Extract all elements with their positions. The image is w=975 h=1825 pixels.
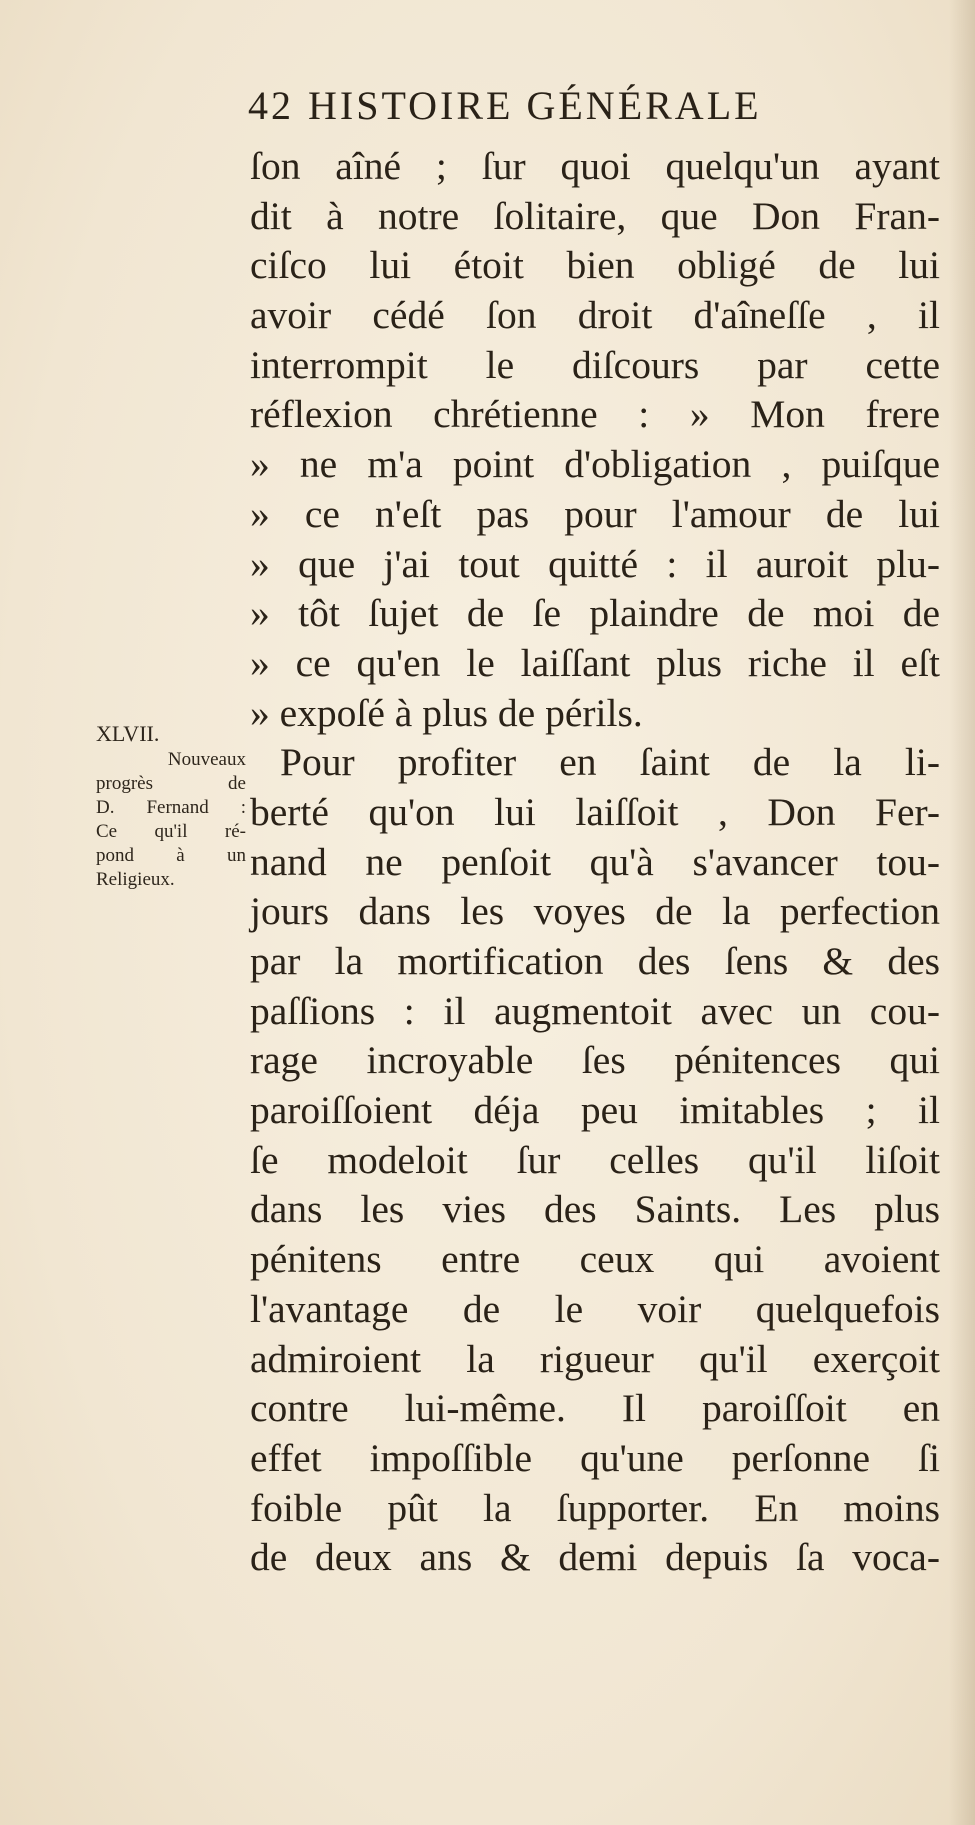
text-line: admiroient la rigueur qu'il exerçoit <box>250 1336 940 1381</box>
text-line: interrompit le diſcours par cette <box>250 342 940 387</box>
page-gutter-shadow <box>949 0 975 1825</box>
text-line: dit à notre ſolitaire, que Don Fran- <box>250 193 940 238</box>
text-line: paroiſſoient déja peu imitables ; il <box>250 1088 940 1133</box>
text-line: foible pût la ſupporter. En moins <box>250 1485 940 1530</box>
text-line: ſon aîné ; ſur quoi quelqu'un ayant <box>250 144 940 188</box>
text-line: » ne m'a point d'obligation , puiſque <box>250 442 940 487</box>
marginal-note-line: Ce qu'il ré- <box>96 821 246 842</box>
running-title: HISTOIRE GÉNÉRALE <box>308 83 762 128</box>
text-line: contre lui-même. Il paroiſſoit en <box>250 1386 940 1431</box>
text-line: par la mortification des ſens & des <box>250 939 940 983</box>
text-line: berté qu'on lui laiſſoit , Don Fer- <box>250 789 940 834</box>
text-line: effet impoſſible qu'une perſonne ſi <box>250 1435 940 1480</box>
marginal-note-line: D. Fernand : <box>96 797 246 818</box>
text-line: » ce n'eſt pas pour l'amour de lui <box>250 491 940 536</box>
text-line: réflexion chrétienne : » Mon frere <box>250 392 940 437</box>
text-line: ciſco lui étoit bien obligé de lui <box>250 243 940 288</box>
text-line: ſe modeloit ſur celles qu'il liſoit <box>250 1137 940 1182</box>
page-number: 42 <box>248 83 294 128</box>
marginal-note-line: pond à un <box>96 845 246 866</box>
marginal-note-line: progrès de <box>96 773 246 794</box>
text-line: » expoſé à plus de périls. <box>250 690 643 735</box>
text-line: nand ne penſoit qu'à s'avancer tou- <box>250 839 940 884</box>
text-line: de deux ans & demi depuis ſa voca- <box>250 1535 940 1580</box>
text-line: jours dans les voyes de la perfection <box>250 889 940 934</box>
text-line: l'avantage de le voir quelquefois <box>250 1286 940 1331</box>
marginal-note-line: Nouveaux <box>167 749 246 770</box>
text-line: pénitens entre ceux qui avoient <box>250 1237 940 1282</box>
text-line: rage incroyable ſes pénitences qui <box>250 1038 940 1083</box>
marginal-note-line: Religieux. <box>96 869 175 890</box>
text-line: paſſions : il augmentoit avec un cou- <box>250 988 940 1033</box>
marginal-note <box>96 722 246 892</box>
marginal-note-number: XLVII. <box>96 721 160 746</box>
text-line: » tôt ſujet de ſe plaindre de moi de <box>250 591 940 636</box>
running-head <box>248 78 888 134</box>
body-text <box>250 142 940 1583</box>
paragraph-start-line: Pour profiter en ſaint de la li- <box>280 740 940 785</box>
text-line: dans les vies des Saints. Les plus <box>250 1187 940 1232</box>
text-line: avoir cédé ſon droit d'aîneſſe , il <box>250 293 940 338</box>
text-line: » que j'ai tout quitté : il auroit plu- <box>250 541 940 586</box>
text-line: » ce qu'en le laiſſant plus riche il eſt <box>250 640 940 685</box>
